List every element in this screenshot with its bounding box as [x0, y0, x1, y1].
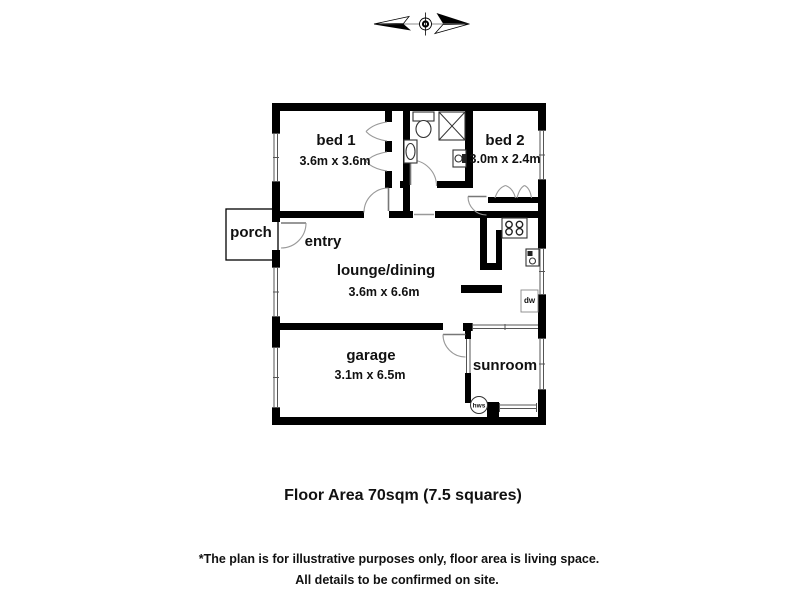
sunroom-door [443, 335, 466, 358]
compass-north-icon [374, 13, 470, 36]
dishwasher [521, 290, 538, 312]
vanity-sink [453, 150, 466, 167]
shower [439, 112, 465, 140]
garage-label: garage [346, 347, 396, 364]
toilet [413, 112, 434, 138]
window-sunroom-bottom [499, 403, 537, 412]
bed1-door [364, 188, 389, 213]
disclaimer-line1: *The plan is for illustrative purposes only, floor area is living space. [198, 552, 600, 566]
bed1-dims: 3.6m x 3.6m [299, 154, 371, 168]
entry-label: entry [304, 233, 342, 250]
hot-water-service [471, 397, 488, 414]
kitchen-sink [526, 249, 539, 266]
stove [502, 218, 527, 238]
sunroom-label: sunroom [472, 357, 538, 374]
lounge-dims: 3.6m x 6.6m [348, 285, 420, 299]
bed2-label: bed 2 [485, 132, 525, 149]
lounge-label: lounge/dining [336, 262, 436, 279]
garage-dims: 3.1m x 6.5m [334, 368, 406, 382]
window-garage-left [272, 347, 280, 408]
window-bed1-left [272, 133, 280, 182]
window-garage-sunroom [467, 339, 471, 373]
floor-area-text: Floor Area 70sqm (7.5 squares) [284, 487, 522, 504]
porch-label: porch [230, 224, 272, 241]
window-sunroom-top [472, 323, 538, 331]
bed2-robe-doors [495, 186, 532, 199]
window-lounge-left [272, 267, 280, 317]
window-sunroom-right [538, 338, 546, 390]
bed2-dims: 3.0m x 2.4m [469, 152, 541, 166]
dishwasher-label: dw [523, 296, 536, 305]
disclaimer-line2: All details to be confirmed on site. [295, 573, 499, 587]
basin [404, 140, 417, 163]
bed1-label: bed 1 [316, 132, 356, 149]
bathroom-door [411, 160, 437, 186]
hws-label: hws [472, 402, 486, 410]
entry-door [281, 223, 306, 248]
